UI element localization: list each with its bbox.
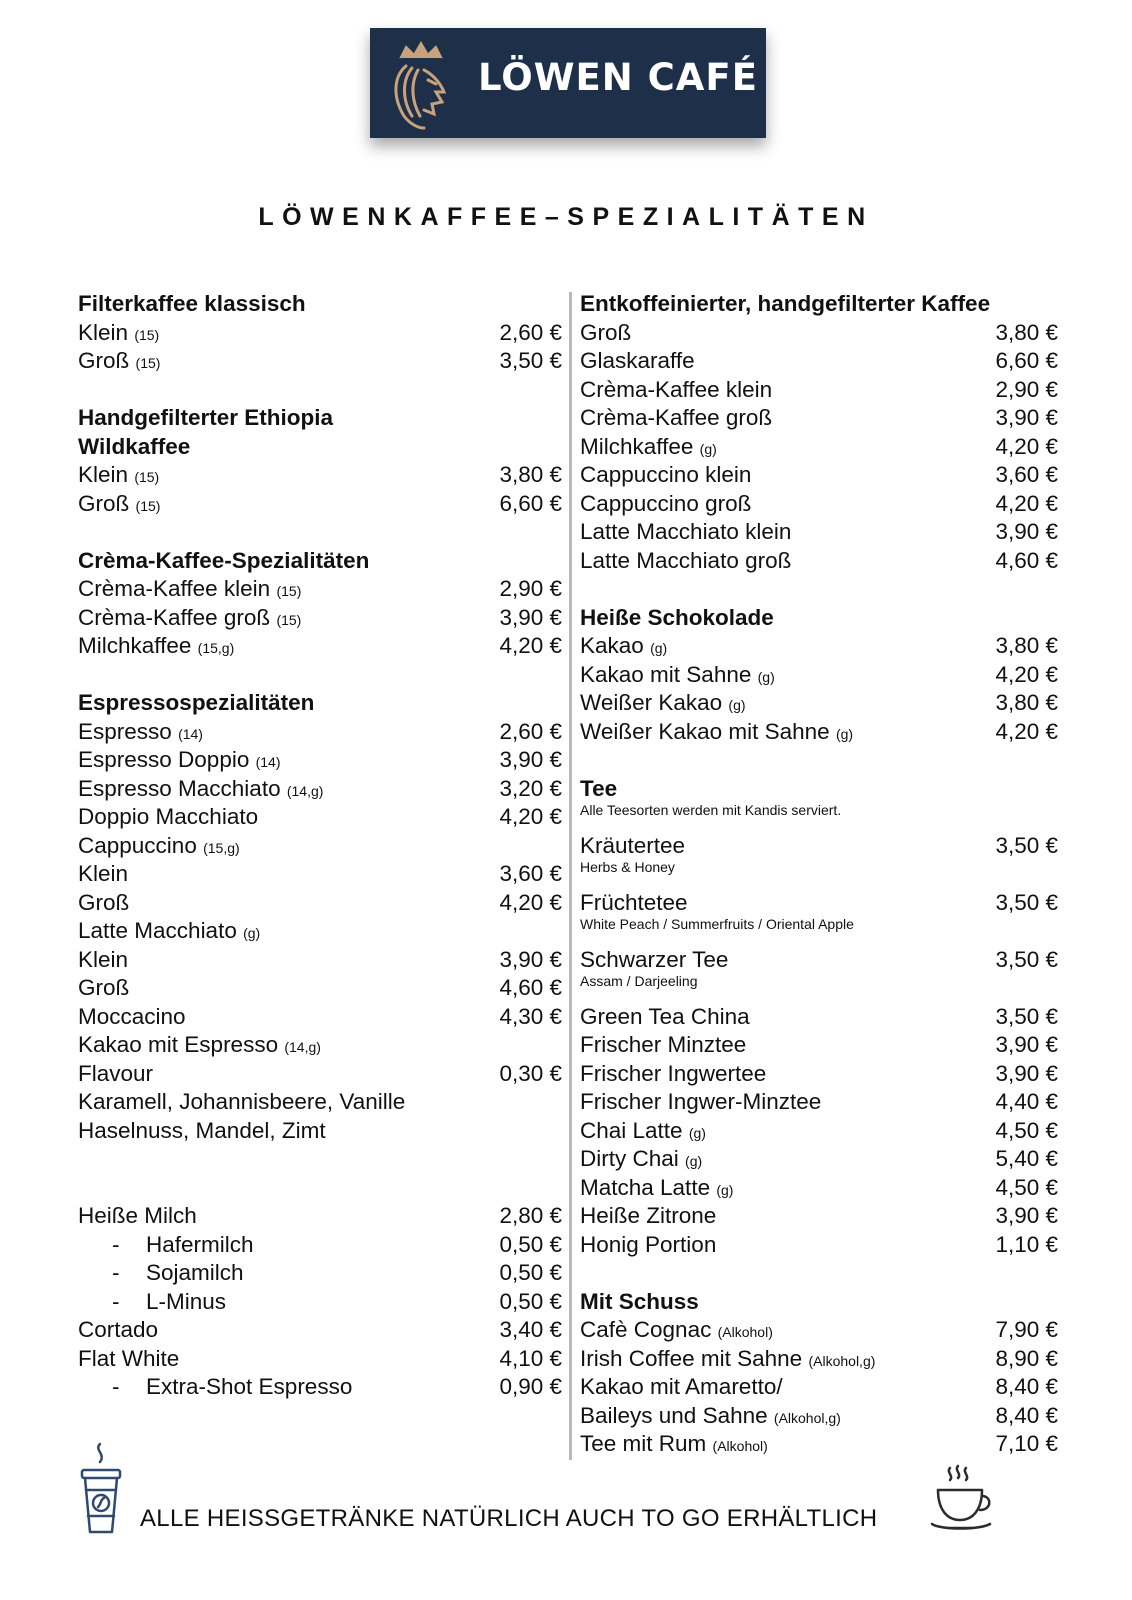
menu-item: Moccacino 4,30 € — [78, 1003, 562, 1029]
menu-item: Kakao mit Amaretto/ 8,40 € — [580, 1374, 1058, 1399]
menu-item: Groß (15) 6,60 € — [78, 490, 562, 516]
menu-item: Flat White 4,10 € — [78, 1345, 562, 1371]
section-title: Mit Schuss — [580, 1288, 699, 1314]
menu-item: Früchtetee 3,50 € — [580, 889, 1058, 915]
menu-item: Dirty Chai (g) 5,40 € — [580, 1146, 1058, 1171]
menu-item: Milchkaffee (15,g) 4,20 € — [78, 633, 562, 658]
menu-item: Baileys und Sahne (Alkohol,g) 8,40 € — [580, 1402, 1058, 1428]
menu-item: Groß 3,80 € — [580, 319, 1058, 345]
coffee-to-go-cup-icon — [76, 1440, 126, 1536]
menu-item: Frischer Ingwertee 3,90 € — [580, 1060, 1058, 1086]
menu-item: Espresso Doppio (14) 3,90 € — [78, 747, 562, 772]
menu-item: Kakao (g) 3,80 € — [580, 633, 1058, 658]
menu-item: Green Tea China 3,50 € — [580, 1003, 1058, 1029]
brand-logo — [370, 28, 766, 138]
menu-item: Kakao mit Sahne (g) 4,20 € — [580, 661, 1058, 687]
left-column — [78, 290, 562, 1402]
menu-item: Latte Macchiato (g) — [78, 918, 261, 943]
menu-item: Weißer Kakao (g) 3,80 € — [580, 690, 1058, 715]
coffee-cup-icon — [928, 1464, 998, 1536]
footer-note: ALLE HEISSGETRÄNKE NATÜRLICH AUCH TO GO ERHÄLTLICH — [140, 1505, 878, 1532]
menu-item: Frischer Ingwer-Minztee 4,40 € — [580, 1089, 1058, 1114]
menu-item: Milchkaffee (g) 4,20 € — [580, 433, 1058, 459]
menu-item: Klein (15) 2,60 € — [78, 319, 562, 345]
section-title: Wildkaffee — [78, 433, 191, 459]
menu-item: Crèma-Kaffee groß (15) 3,90 € — [78, 604, 562, 630]
menu-item: Crèma-Kaffee klein (15) 2,90 € — [78, 576, 562, 601]
menu-item: Cappuccino klein 3,60 € — [580, 462, 1058, 487]
menu-item: Heiße Zitrone 3,90 € — [580, 1203, 1058, 1228]
menu-item: - Hafermilch 0,50 € — [112, 1231, 562, 1257]
menu-item: Heiße Milch 2,80 € — [78, 1203, 562, 1228]
section-title: Tee — [580, 775, 618, 801]
menu-item: Crèma-Kaffee klein 2,90 € — [580, 376, 1058, 402]
menu-item: Honig Portion 1,10 € — [580, 1231, 1058, 1257]
section-title: Heiße Schokolade — [580, 604, 774, 630]
menu-item: Kakao mit Espresso (14,g) — [78, 1032, 321, 1057]
section-title: Filterkaffee klassisch — [78, 291, 306, 316]
menu-item: Cortado 3,40 € — [78, 1317, 562, 1342]
menu-item: Cappuccino groß 4,20 € — [580, 490, 1058, 516]
item-description: Herbs & Honey — [580, 859, 675, 875]
brand-name: LÖWEN CAFÉ — [478, 56, 758, 99]
menu-item: Crèma-Kaffee groß 3,90 € — [580, 405, 1058, 430]
section-title: Espressospezialitäten — [78, 690, 315, 715]
menu-item: Groß 4,20 € — [78, 889, 562, 915]
item-description: White Peach / Summerfruits / Oriental Apple — [580, 916, 854, 932]
menu-item: Karamell, Johannisbeere, Vanille — [78, 1089, 406, 1114]
menu-item: Klein (15) 3,80 € — [78, 462, 562, 487]
menu-item: - L-Minus 0,50 € — [112, 1288, 562, 1314]
menu-item: Matcha Latte (g) 4,50 € — [580, 1174, 1058, 1200]
menu-item: Espresso Macchiato (14,g) 3,20 € — [78, 775, 562, 801]
section-subtitle: Alle Teesorten werden mit Kandis serviert. — [580, 802, 842, 818]
menu-item: Schwarzer Tee 3,50 € — [580, 946, 1058, 972]
menu-item: Weißer Kakao mit Sahne (g) 4,20 € — [580, 718, 1058, 744]
menu-item: Chai Latte (g) 4,50 € — [580, 1117, 1058, 1143]
menu-item: Kräutertee 3,50 € — [580, 832, 1058, 858]
section-title: Crèma-Kaffee-Spezialitäten — [78, 547, 370, 573]
menu-item: Glaskaraffe 6,60 € — [580, 348, 1058, 373]
menu-item: Espresso (14) 2,60 € — [78, 718, 562, 744]
section-title: Handgefilterter Ethiopia — [78, 405, 334, 430]
item-description: Assam / Darjeeling — [580, 973, 698, 989]
lion-head-icon — [384, 36, 458, 132]
menu-item: Groß (15) 3,50 € — [78, 348, 562, 373]
menu-item: - Sojamilch 0,50 € — [112, 1260, 562, 1285]
menu-item: Haselnuss, Mandel, Zimt — [78, 1117, 326, 1143]
menu-item: Irish Coffee mit Sahne (Alkohol,g) 8,90 € — [580, 1345, 1058, 1371]
page-title: LÖWENKAFFEE–SPEZIALITÄTEN — [258, 203, 874, 231]
menu-item: Latte Macchiato groß 4,60 € — [580, 547, 1058, 573]
menu-item: Groß 4,60 € — [78, 975, 562, 1000]
menu-item: Cappuccino (15,g) — [78, 832, 240, 858]
menu-item: Cafè Cognac (Alkohol) 7,90 € — [580, 1317, 1058, 1342]
menu-item: Doppio Macchiato 4,20 € — [78, 804, 562, 829]
menu-item: Latte Macchiato klein 3,90 € — [580, 519, 1058, 544]
column-divider — [569, 292, 572, 1460]
menu-item: Flavour 0,30 € — [78, 1060, 562, 1086]
menu-item: - Extra-Shot Espresso 0,90 € — [112, 1374, 562, 1399]
right-column — [580, 290, 1058, 1459]
menu-item: Tee mit Rum (Alkohol) 7,10 € — [580, 1431, 1058, 1456]
menu-item: Klein 3,60 € — [78, 861, 562, 886]
menu-item: Frischer Minztee 3,90 € — [580, 1032, 1058, 1057]
section-title: Entkoffeinierter, handgefilterter Kaffee — [580, 291, 991, 316]
menu-item: Klein 3,90 € — [78, 946, 562, 972]
